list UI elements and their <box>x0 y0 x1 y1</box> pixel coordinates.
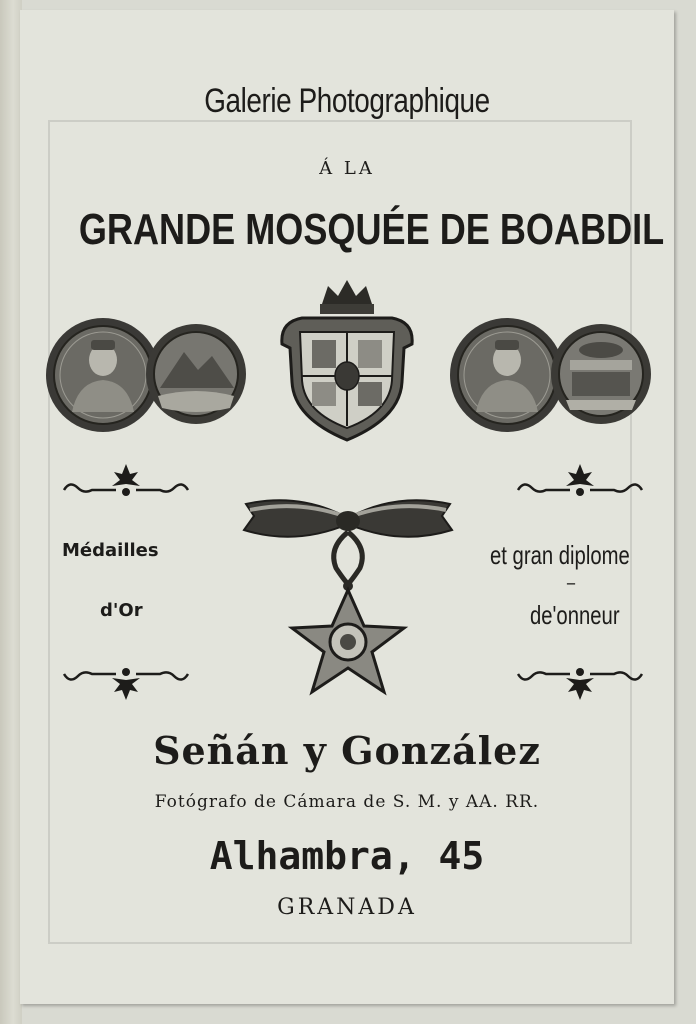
album-page-edge <box>0 0 22 1024</box>
left-award-line2: d'Or <box>100 600 143 621</box>
scroll-ornament-icon <box>510 662 650 704</box>
photographer-name: Señán y González <box>153 728 541 773</box>
ribbon-star-medal-icon <box>240 472 456 704</box>
appointment-line: Fotógrafo de Cámara de S. M. y AA. RR. <box>154 792 540 812</box>
medal-left-portrait-icon <box>44 316 162 434</box>
title-line: Galerie Photographique <box>204 82 490 120</box>
royal-coat-of-arms-icon <box>276 278 418 444</box>
left-award-line1: Médailles <box>62 540 159 561</box>
medal-left-landscape-icon <box>146 316 246 432</box>
medal-right-building-icon <box>550 316 652 432</box>
photo-card-back <box>20 10 674 1004</box>
scroll-ornament-icon <box>56 662 196 704</box>
medal-right-portrait-icon <box>448 316 566 434</box>
right-award-separator: – <box>566 570 576 594</box>
scroll-ornament-icon <box>56 460 196 502</box>
right-award-line2: de'onneur <box>530 600 620 630</box>
address-line: Alhambra, 45 <box>209 834 485 878</box>
city-line: GRANADA <box>277 895 417 920</box>
scroll-ornament-icon <box>510 460 650 502</box>
right-award-line1: et gran diplome <box>490 540 630 570</box>
headline: GRANDE MOSQUÉE DE BOABDIL <box>78 205 665 254</box>
subtitle-line: Á LA <box>319 158 375 179</box>
